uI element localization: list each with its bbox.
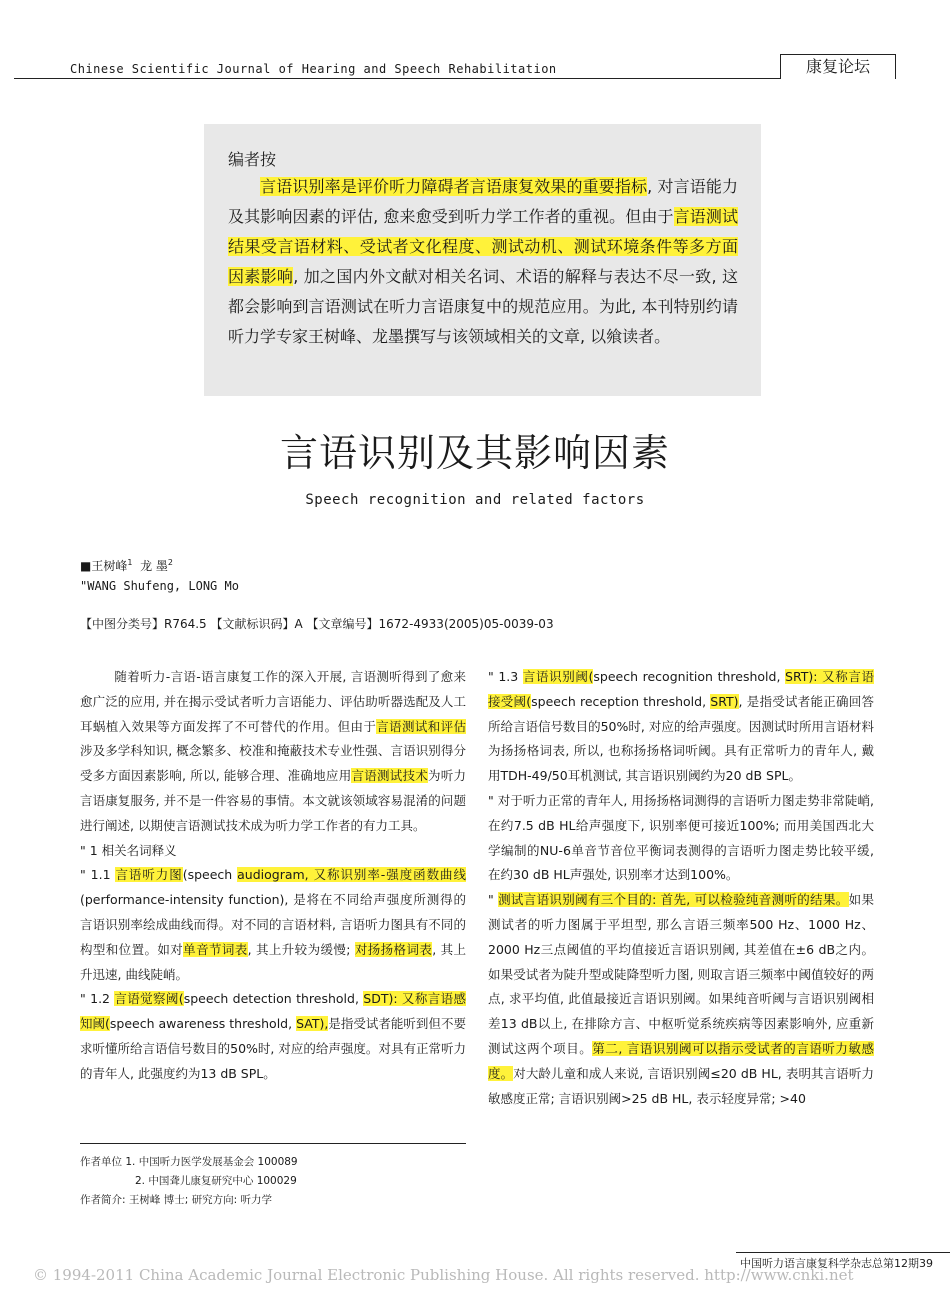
article-title: 言语识别及其影响因素 [279,431,670,475]
highlight: 言语测试技术 [351,768,428,784]
highlight: 言语识别率是评价听力障碍者言语康复效果的重要指标 [260,177,648,196]
journal-name: Chinese Scientific Journal of Hearing and Speech Rehabilitation [70,62,557,76]
highlight: SDT): 又称言语感知阈( [80,991,466,1032]
highlight: audiogram, 又称识别率-强度函数曲线 [237,867,466,883]
editor-text: , 对言语能力及其影响因素的评估, 愈来愈受到听力学工作者的重视。但由于 [228,177,738,226]
highlight: 言语测试结果受言语材料、受试者文化程度、测试动机、测试环境条件等多方面因素影响 [228,207,738,286]
highlight: 言语听力图 [115,867,183,883]
paragraph: " 对于听力正常的青年人, 用扬扬格词测得的言语听力图走势非常陡峭, 在约7.5 dB HL给声强度下, 识别率便可接近100%; 而用美国西北大学编制的NU-6单音节音位平衡词表测得的言语听力图走势比较平缓, 在约30 dB HL声强处, 识别率才达到100%。 [488,792,874,883]
paragraph: " 1.3 言语识别阈(speech recognition threshold, SRT): 又称言语接受阈(speech reception threshold, SRT), 是指受试者能正确回答所给言语信号数目的50%时, 对应的给声强度。因测试时所用言语材料为扬扬格词表, 所以, 也称扬扬格词听阈。具有正常听力的青年人, 戴用TDH-49/50耳机测试, 其言语识别阈约为20 dB SPL。 [488,669,874,784]
authors-en: "WANG Shufeng, LONG Mo [80,579,239,593]
highlight: 言语测试和评估 [376,718,466,734]
section-heading: " 1 相关名词释义 [80,842,177,858]
authors-cn: ■王树峰$^1$ 龙 墨$^2$ [80,558,173,573]
footnote-line: 2. 中国聋儿康复研究中心 100029 [135,1175,297,1187]
classification-line: 【中图分类号】R764.5 【文献标识码】A 【文章编号】1672-4933(2005)05-0039-03 [80,617,554,631]
header-rule [14,78,780,79]
footnotes [80,1153,298,1210]
highlight: 单音节词表 [183,941,248,957]
paragraph: " 1.2 言语觉察阈(speech detection threshold, SDT): 又称言语感知阈(speech awareness threshold, SAT),是指受试者能听到但不要求听懂所给言语信号数目的50%时, 对应的给声强度。对具有正常听力的青年人, 此强度约为13 dB SPL。 [80,991,466,1081]
footnote-line: 作者单位 1. 中国听力医学发展基金会 100089 [80,1156,298,1168]
footnote-rule [80,1143,466,1144]
section-label: 康复论坛 [780,54,896,79]
highlight: SAT), [296,1016,329,1032]
copyright-watermark: © 1994-2011 China Academic Journal Electronic Publishing House. All rights reserved. http://www.cnki.net [33,1266,854,1284]
right-column [488,665,874,1111]
editor-text: , 加之国内外文献对相关名词、术语的解释与表达不尽一致, 这都会影响到言语测试在听力言语康复中的规范应用。为此, 本刊特别约请听力学专家王树峰、龙墨撰写与该领域相关的文章, 以飨读者。 [228,267,738,346]
highlight: SRT): 又称言语接受阈( [488,669,874,709]
editor-note-body [228,172,738,352]
left-column [80,665,466,1087]
highlight: 测试言语识别阈有三个目的: 首先, 可以检验纯音测听的结果。 [498,892,849,908]
paragraph: 随着听力-言语-语言康复工作的深入开展, 言语测听得到了愈来愈广泛的应用, 并在揭示受试者听力言语能力、评估助听器选配及人工耳蜗植入效果等方面发挥了不可替代的作用。但由于言语测试和评估涉及多学科知识, 概念繁多、校准和掩蔽技术专业性强、言语识别得分受多方面因素影响, 所以, 能够合理、准确地应用言语测试技术为听力言语康复服务, 并不是一件容易的事情。本文就该领域容易混淆的问题进行阐述, 以期使言语测试技术成为听力学工作者的有力工具。 [80,669,466,833]
paragraph: " 测试言语识别阈有三个目的: 首先, 可以检验纯音测听的结果。如果测试者的听力图属于平坦型, 那么言语三频率500 Hz、1000 Hz、2000 Hz三点阈值的平均值接近言语识别阈, 其差值在±6 dB之内。如果受试者为陡升型或陡降型听力图, 则取言语三频率中阈值较好的两点, 求平均值, 此值最接近言语识别阈。如果纯音听阈与言语识别阈相差13 dB以上, 在排除方言、中枢听觉系统疾病等因素影响外, 应重新测试这两个项目。第二, 言语识别阈可以指示受试者的言语听力敏感度。对大龄儿童和成人来说, 言语识别阈≤20 dB HL, 表明其言语听力敏感度正常; 言语识别阈>25 dB HL, 表示轻度异常; >40 [488,892,874,1106]
highlight: 对扬扬格词表 [354,941,433,957]
highlight: 言语识别阈( [522,669,594,684]
highlight: 言语觉察阈( [114,991,184,1007]
editor-note-title: 编者按 [228,150,277,169]
footer-rule [736,1252,950,1253]
page-footer: 中国听力语言康复科学杂志总第12期39 [740,1257,933,1270]
footnote-line: 作者简介: 王树峰 博士; 研究方向: 听力学 [80,1194,272,1206]
highlight: 第二, 言语识别阈可以指示受试者的言语听力敏感度。 [488,1040,874,1081]
article-subtitle: Speech recognition and related factors [305,492,645,508]
paragraph: " 1.1 言语听力图(speech audiogram, 又称识别率-强度函数曲线(performance-intensity function), 是将在不同给声强度所测得的言语识别率绘成曲线而得。对不同的言语材料, 言语听力图具有不同的构型和位置。如对单音节词表, 其上升较为缓慢; 对扬扬格词表, 其上升迅速, 曲线陡峭。 [80,867,466,982]
highlight: SRT) [710,693,739,709]
